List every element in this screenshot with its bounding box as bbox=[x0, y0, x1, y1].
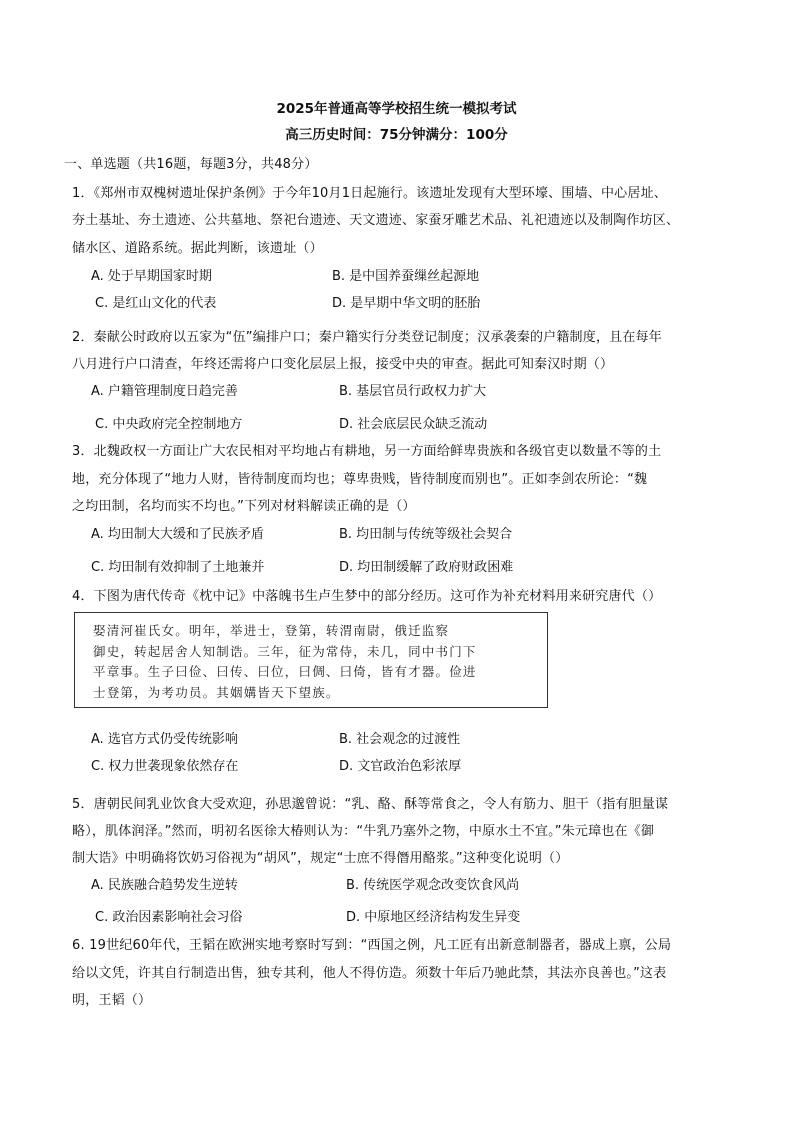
q3-option-a: A. 均田制大大缓和了民族矛盾 bbox=[91, 527, 264, 542]
q5-option-a: A. 民族融合趋势发生逆转 bbox=[91, 878, 238, 893]
q5-line-2: 略），肌体润泽。”然而，明初名医徐大椿则认为：“牛乳乃塞外之物，中原水土不宜。”朱元璋也在《御 bbox=[72, 824, 655, 839]
q5-line-1: 5．唐朝民间乳业饮食大受欢迎，孙思邈曾说：“乳、酪、酥等常食之，令人有筋力、胆干（指有胆量谋 bbox=[72, 797, 669, 812]
q6-line-3: 明，王韬（） bbox=[72, 993, 152, 1008]
quote-line-4: 士登第，为考功员。其姻媾皆天下望族。 bbox=[93, 684, 340, 700]
exam-subtitle: 高三历史时间：75分钟满分：100分 bbox=[285, 127, 508, 143]
q3-line-3: 之均田制，名均而实不均也。”下列对材料解读正确的是（） bbox=[72, 499, 416, 514]
section-heading: 一、单选题（共16题，每题3分，共48分） bbox=[64, 157, 318, 172]
q3-option-d: D. 均田制缓解了政府财政困难 bbox=[339, 560, 514, 575]
q2-line-1: 2．秦献公时政府以五家为“伍”编排户口；秦户籍实行分类登记制度；汉承袭秦的户籍制度，且在每年 bbox=[72, 330, 662, 345]
q4-option-d: D. 文官政治色彩浓厚 bbox=[339, 759, 462, 774]
q4-option-c: C. 权力世袭现象依然存在 bbox=[91, 759, 239, 774]
q2-option-c: C. 中央政府完全控制地方 bbox=[95, 417, 243, 432]
q2-option-b: B. 基层官员行政权力扩大 bbox=[339, 384, 487, 399]
q3-option-c: C. 均田制有效抑制了土地兼并 bbox=[91, 560, 265, 575]
q5-option-b: B. 传统医学观念改变饮食风尚 bbox=[346, 878, 520, 893]
q4-option-a: A. 选官方式仍受传统影响 bbox=[91, 732, 238, 747]
q4-option-b: B. 社会观念的过渡性 bbox=[339, 732, 461, 747]
q2-line-2: 八月进行户口清查，年终还需将户口变化层层上报，接受中央的审查。据此可知秦汉时期（） bbox=[72, 357, 614, 372]
q4-line-1: 4．下图为唐代传奇《枕中记》中落魄书生卢生梦中的部分经历。这可作为补充材料用来研究唐代（） bbox=[72, 589, 662, 604]
q5-line-3: 制大诰》中明确将饮奶习俗视为“胡风”，规定“士庶不得僭用酪浆。”这种变化说明（） bbox=[72, 851, 569, 866]
q1-option-c: C. 是红山文化的代表 bbox=[95, 296, 217, 311]
q6-line-1: 6. 19世纪60年代，王韬在欧洲实地考察时写到：“西国之例，凡工匠有出新意制器者，器成上禀，公局 bbox=[72, 938, 672, 953]
q1-option-a: A. 处于早期国家时期 bbox=[91, 269, 212, 284]
q1-option-d: D. 是早期中华文明的胚胎 bbox=[332, 296, 481, 311]
q2-option-a: A. 户籍管理制度日趋完善 bbox=[91, 384, 238, 399]
q3-line-1: 3．北魏政权一方面让广大农民相对平均地占有耕地，另一方面给鲜卑贵族和各级官吏以数量不等的土 bbox=[72, 444, 662, 459]
q1-line-2: 夯土基址、夯土遗迹、公共墓地、祭祀台遗迹、天文遗迹、家蚕牙雕艺术品、礼祀遗迹以及制陶作坊区、 bbox=[72, 213, 680, 228]
q5-option-c: C. 政治因素影响社会习俗 bbox=[95, 910, 243, 925]
quote-box bbox=[74, 612, 548, 708]
q2-option-d: D. 社会底层民众缺乏流动 bbox=[339, 417, 488, 432]
quote-line-2: 御史，转起居舍人知制诰。三年，征为常侍，未几，同中书门下 bbox=[93, 643, 477, 659]
q5-option-d: D. 中原地区经济结构发生异变 bbox=[346, 910, 521, 925]
quote-line-1: 娶清河崔氏女。明年，举进士，登第，转渭南尉，俄迁监察 bbox=[93, 623, 450, 638]
q3-option-b: B. 均田制与传统等级社会契合 bbox=[339, 527, 513, 542]
q1-line-1: 1．《郑州市双槐树遗址保护条例》于今年10月1日起施行。该遗址发现有大型环壕、围墙、中心居址、 bbox=[72, 186, 667, 201]
exam-title: 2025年普通高等学校招生统一模拟考试 bbox=[276, 101, 517, 117]
q6-line-2: 给以文凭，许其自行制造出售，独专其利，他人不得仿造。须数十年后乃驰此禁，其法亦良善也。”这表 bbox=[72, 966, 667, 981]
q3-line-2: 地，充分体现了“地力人财，皆待制度而均也；尊卑贵贱，皆待制度而别也”。正如李剑农所论：“魏 bbox=[72, 472, 648, 487]
quote-line-3: 平章事。生子曰俭、曰传、曰位，曰倜、曰倚，皆有才器。俭进 bbox=[93, 664, 477, 679]
q1-option-b: B. 是中国养蚕缫丝起源地 bbox=[332, 269, 480, 284]
q1-line-3: 储水区、道路系统。据此判断，该遗址（） bbox=[72, 241, 323, 256]
